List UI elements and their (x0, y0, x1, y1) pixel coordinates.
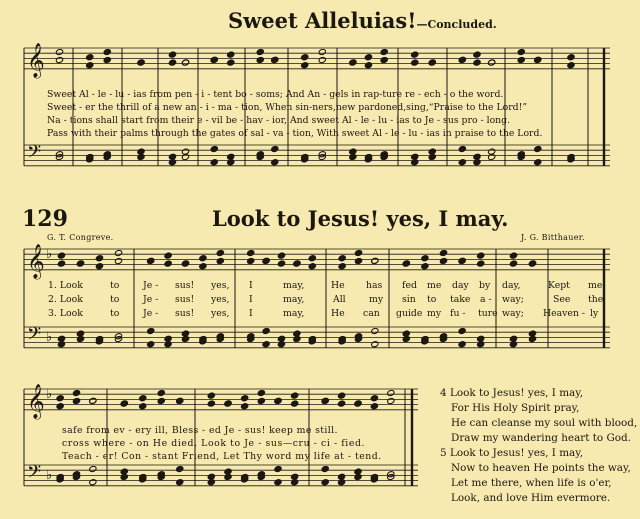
note-head (139, 403, 147, 410)
note-head (308, 263, 316, 270)
hymn2-lyric-v2-w11: to (427, 294, 437, 305)
note-head (509, 260, 517, 267)
hymn2-lyric-v3-w5: yes, (211, 308, 230, 319)
note-head (210, 56, 218, 63)
hymn1-lyric-line-1: Sweet Al - le - lu - ias from pen - i - tent bo - soms; And An - gels in rap-ture re - ech - o the word. (47, 89, 504, 100)
note-head (147, 341, 155, 348)
note-head (458, 341, 466, 348)
note-head (262, 327, 270, 334)
hymn2-system2-lyric-2: cross where - on He died, Look to Je - sus—cru - ci - fied. (62, 438, 366, 449)
verse-4 (440, 386, 637, 446)
note-head (271, 145, 279, 152)
hymn2-lyric-v3-w2: to (110, 308, 120, 319)
hymn2-lyric-v2-w14: way; (502, 294, 524, 305)
hymn1-lyric-line-3: Na - tions shall start from their e - vil be - hav - ior, And sweet Al - le - lu - ias to Je - sus pro - long. (47, 115, 511, 126)
note-head (199, 255, 207, 262)
note-head (370, 395, 378, 402)
lyricist-credit: G. T. Congreve. (47, 233, 114, 242)
note-head (354, 257, 362, 264)
hymn2-lyric-v1-w4: sus! (175, 280, 195, 291)
note-head (120, 473, 128, 480)
hymn2-lyric-v3-w3: Je - (143, 308, 159, 319)
note-head (364, 54, 372, 61)
hymn2-lyric-v3-w16: ly (590, 308, 599, 319)
note-head (473, 159, 481, 166)
verse-4-line-2: For His Holy Spirit pray, (451, 402, 580, 414)
note-head (528, 335, 536, 342)
hymn2-lyric-v2-w8: All (333, 294, 346, 305)
verse-5-number: 5 (440, 447, 447, 459)
note-head (477, 260, 485, 267)
verse-5-line-2: Now to heaven He points the way, (451, 462, 631, 474)
note-head (56, 395, 64, 402)
note-head (338, 255, 346, 262)
note-head (308, 255, 316, 262)
hymn2-lyric-v3-w14: way; (502, 308, 524, 319)
note-head (321, 479, 329, 486)
note-head (458, 56, 466, 63)
note-head (176, 397, 184, 404)
note-head (56, 403, 64, 410)
note-head (89, 465, 97, 472)
note-head (421, 255, 429, 262)
note-head (89, 479, 97, 486)
hymn2-title: Look to Jesus! yes, I may. (212, 206, 509, 231)
hymn-number: 129 (22, 206, 68, 232)
note-head (291, 479, 299, 486)
verse-5-line-4: Look, and love Him evermore. (451, 492, 611, 504)
flat-icon: ♭ (46, 468, 53, 483)
note-head (277, 341, 285, 348)
note-head (137, 59, 145, 66)
note-head (256, 56, 264, 63)
note-head (371, 327, 379, 334)
note-head (164, 252, 172, 259)
note-head (402, 260, 410, 267)
verse-4-line-1: Look to Jesus! yes, I may, (449, 387, 584, 399)
note-head (371, 341, 379, 348)
note-head (349, 153, 357, 160)
note-head (86, 54, 94, 61)
verse-4-line-4: Draw my wandering heart to God. (451, 432, 631, 444)
note-head (473, 51, 481, 58)
note-head (247, 249, 255, 256)
note-head (176, 479, 184, 486)
note-head (86, 62, 94, 69)
note-head (76, 335, 84, 342)
hymn2-lyric-v1-w13: by (479, 280, 491, 291)
note-head (567, 62, 575, 69)
note-head (210, 159, 218, 166)
note-head (338, 479, 346, 486)
note-head (318, 56, 326, 63)
note-head (241, 395, 249, 402)
note-head (89, 397, 97, 404)
note-head (458, 327, 466, 334)
note-head (428, 59, 436, 66)
note-head (291, 392, 299, 399)
note-head (387, 389, 395, 396)
hymn2-lyric-v3-w11: my (427, 308, 442, 319)
note-head (168, 59, 176, 66)
note-head (216, 249, 224, 256)
verse-5-line-1: Look to Jesus! yes, I may, (449, 447, 584, 459)
bass-clef-icon: 𝄢 (27, 142, 42, 167)
note-head (534, 145, 542, 152)
verse-4-line-3: He can cleanse my soul with blood, (451, 417, 638, 429)
note-head (176, 465, 184, 472)
note-head (354, 400, 362, 407)
note-head (55, 48, 63, 55)
note-head (411, 51, 419, 58)
note-head (139, 395, 147, 402)
hymn1-lyric-line-4: Pass with their palms through the gates of sal - va - tion, With sweet Al - le - lu - ias in praise to the Lord. (47, 128, 543, 139)
hymn2-lyric-v3-w13: ture (478, 308, 498, 319)
note-head (458, 145, 466, 152)
note-head (293, 335, 301, 342)
note-head (318, 48, 326, 55)
note-head (338, 392, 346, 399)
hymn1-title-text: Sweet Alleluias! (228, 8, 417, 33)
note-head (458, 257, 466, 264)
note-head (199, 263, 207, 270)
note-head (157, 397, 165, 404)
note-head (354, 473, 362, 480)
note-head (439, 249, 447, 256)
hymn2-lyric-v2-w10: sin (402, 294, 416, 305)
note-head (120, 400, 128, 407)
note-head (224, 473, 232, 480)
hymn2-lyric-v3-w7: may, (283, 308, 305, 319)
note-head (477, 341, 485, 348)
note-head (477, 252, 485, 259)
note-head (354, 249, 362, 256)
note-head (534, 56, 542, 63)
note-head (227, 59, 235, 66)
note-head (473, 59, 481, 66)
note-head (57, 252, 65, 259)
treble-clef-icon: 𝄞 (27, 43, 45, 78)
hymn1-lyric-line-2: Sweet - er the thrill of a new an - i - ma - tion, When sin-ners,new pardoned,sing,“Praise to the Lord!” (47, 102, 528, 113)
note-head (380, 48, 388, 55)
note-head (338, 263, 346, 270)
note-head (76, 260, 84, 267)
hymn2-lyric-v3-w10: guide (396, 308, 423, 319)
hymn2-lyric-v1-w5: yes, (211, 280, 230, 291)
hymn2-lyric-v1-w12: day (452, 280, 469, 291)
hymn2-lyric-v2-w7: may, (283, 294, 305, 305)
flat-icon: ♭ (46, 330, 53, 345)
note-head (103, 48, 111, 55)
note-head (291, 400, 299, 407)
note-head (168, 159, 176, 166)
note-head (241, 403, 249, 410)
note-head (371, 257, 379, 264)
note-head (277, 260, 285, 267)
verse-5-line-3: Let me there, when life is o'er, (451, 477, 612, 489)
verse-4-number: 4 (440, 387, 447, 399)
hymn2-lyric-v2-w5: yes, (211, 294, 230, 305)
note-head (95, 255, 103, 262)
composer-credit: J. G. Bitthauer. (521, 233, 585, 242)
note-head (227, 51, 235, 58)
hymn2-lyric-v1-w10: fed (402, 280, 417, 291)
note-head (95, 263, 103, 270)
note-head (567, 54, 575, 61)
note-head (534, 159, 542, 166)
hymn1-title (228, 8, 497, 33)
hymn2-lyric-v1-w15: Kept (548, 280, 570, 291)
verse-5 (440, 446, 631, 506)
note-head (57, 341, 65, 348)
treble-clef-icon: 𝄞 (27, 384, 45, 419)
note-head (338, 400, 346, 407)
hymn2-lyric-v3-w8: He (331, 308, 345, 319)
note-head (274, 465, 282, 472)
note-head (411, 59, 419, 66)
note-head (164, 260, 172, 267)
note-head (421, 263, 429, 270)
note-head (256, 48, 264, 55)
hymn2-lyric-v3-w15: Heaven - (543, 308, 585, 319)
note-head (380, 56, 388, 63)
hymn2-lyric-v2-w4: sus! (175, 294, 195, 305)
note-head (168, 51, 176, 58)
note-head (103, 56, 111, 63)
note-head (147, 327, 155, 334)
note-head (72, 397, 80, 404)
hymn2-lyric-v1-w3: Je - (143, 280, 159, 291)
note-head (349, 59, 357, 66)
note-head (277, 252, 285, 259)
note-head (247, 257, 255, 264)
note-head (157, 389, 165, 396)
note-head (262, 341, 270, 348)
note-head (509, 252, 517, 259)
note-head (57, 260, 65, 267)
note-head (137, 153, 145, 160)
hymn2-lyric-v1-w9: has (366, 280, 383, 291)
note-head (411, 159, 419, 166)
note-head (207, 400, 215, 407)
hymn2-lyric-v2-w1: 2. Look (48, 294, 83, 305)
note-head (271, 56, 279, 63)
note-head (488, 59, 496, 66)
hymn2-lyric-v2-w6: I (249, 294, 253, 305)
note-head (517, 48, 525, 55)
note-head (181, 59, 189, 66)
note-head (370, 403, 378, 410)
note-head (257, 389, 265, 396)
hymn2-lyric-v1-w6: I (249, 280, 253, 291)
note-head (488, 153, 496, 160)
hymn2-lyric-v3-w4: sus! (175, 308, 195, 319)
hymn2-lyric-v2-w12: take (450, 294, 471, 305)
note-head (387, 397, 395, 404)
note-head (528, 260, 536, 267)
hymn2-lyric-v1-w14: day, (502, 280, 521, 291)
note-head (293, 260, 301, 267)
note-head (114, 249, 122, 256)
hymn2-lyric-v1-w2: to (110, 280, 120, 291)
note-head (114, 257, 122, 264)
note-head (517, 56, 525, 63)
note-head (271, 159, 279, 166)
hymn2-lyric-v2-w13: a - (480, 294, 492, 305)
note-head (509, 341, 517, 348)
flat-icon: ♭ (46, 387, 53, 402)
hymn1-title-suffix: —Concluded. (416, 18, 497, 31)
note-head (301, 54, 309, 61)
hymn2-lyric-v2-w3: Je - (143, 294, 159, 305)
note-head (181, 260, 189, 267)
note-head (164, 341, 172, 348)
hymn2-lyric-v1-w16: me (588, 280, 603, 291)
note-head (301, 62, 309, 69)
note-head (147, 257, 155, 264)
hymn2-system2-lyric-3: Teach - er! Con - stant Friend, Let Thy word my life at - tend. (62, 451, 382, 462)
note-head (72, 389, 80, 396)
note-head (274, 479, 282, 486)
hymn2-lyric-v3-w1: 3. Look (48, 308, 83, 319)
note-head (181, 335, 189, 342)
bass-clef-icon: 𝄢 (27, 324, 42, 349)
note-head (321, 397, 329, 404)
hymn2-lyric-v1-w11: me (427, 280, 442, 291)
note-head (262, 257, 270, 264)
hymn2-lyric-v3-w12: fu - (450, 308, 466, 319)
hymn2-lyric-v3-w9: can (363, 308, 380, 319)
hymn2-lyric-v2-w16: the (588, 294, 604, 305)
note-head (181, 153, 189, 160)
note-head (321, 465, 329, 472)
note-head (216, 257, 224, 264)
treble-clef-icon: 𝄞 (27, 244, 45, 279)
bass-clef-icon: 𝄢 (27, 462, 42, 487)
note-head (210, 145, 218, 152)
note-head (207, 392, 215, 399)
note-head (257, 397, 265, 404)
note-head (364, 62, 372, 69)
hymn2-lyric-v1-w1: 1. Look (48, 280, 83, 291)
note-head (207, 479, 215, 486)
note-head (439, 257, 447, 264)
note-head (274, 397, 282, 404)
hymn2-lyric-v3-w6: I (249, 308, 253, 319)
note-head (227, 159, 235, 166)
hymn2-lyric-v2-w9: my (369, 294, 384, 305)
note-head (428, 153, 436, 160)
hymn2-system2-lyric-1: safe from ev - ery ill, Bless - ed Je - sus! keep me still. (62, 425, 338, 436)
hymn2-lyric-v2-w2: to (110, 294, 120, 305)
note-head (55, 56, 63, 63)
hymn2-lyric-v2-w15: See (553, 294, 571, 305)
note-head (458, 159, 466, 166)
hymn2-lyric-v1-w8: He (331, 280, 345, 291)
hymn2-lyric-v1-w7: may, (283, 280, 305, 291)
note-head (224, 400, 232, 407)
flat-icon: ♭ (46, 247, 53, 262)
note-head (402, 335, 410, 342)
